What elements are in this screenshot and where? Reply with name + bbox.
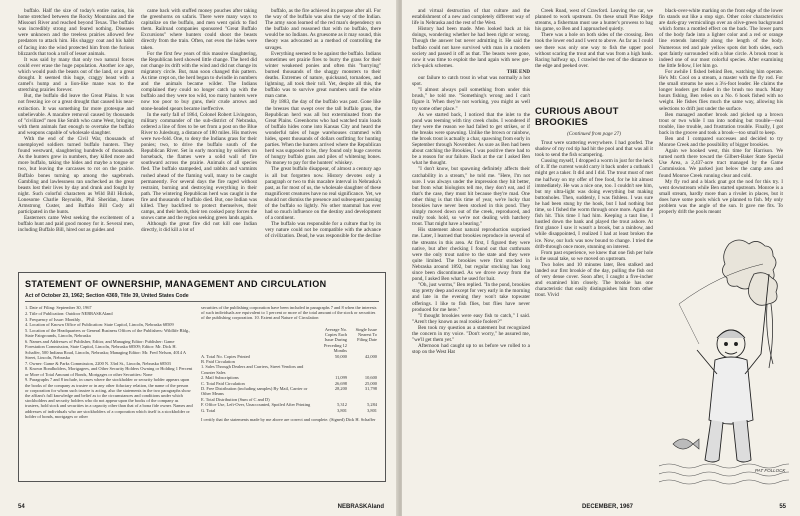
circulation-row-value [317, 364, 347, 375]
statement-of-ownership-box [18, 272, 386, 482]
folio-page-number-right: 55 [779, 504, 786, 510]
paragraph: For the first few years of this massive slaughtering, the Republican herd showed little change. The herd did not change its drift with the wind and did not change its migratory circle. But, man soon changed this pattern. As time crept on, the herd began to dwindle in numbers and the animals became wilder. The Indians complained they could no longer catch up with the buffalo and they were too wild, too many hunters were now too poor to buy guns, their crude arrows and stone-headed spears became ineffective. [141, 50, 257, 112]
statement-item: 2. Title of Publication: Outdoor NEBRASKAland [25, 310, 113, 316]
right-page-column-3 [659, 8, 783, 230]
statement-item: 4. Location of Known Office of Publication: State Capitol, Lincoln, Nebraska 68509 [25, 322, 174, 328]
statement-item: 5. Location of the Headquarters or General Business Offices of the Publishers: Wildlife Bldg., State Fairgrounds, Lincoln, Nebraska [25, 328, 191, 339]
circulation-row-label: E. Total Distribution (Sum of C and D) [201, 396, 270, 402]
circulation-row [201, 408, 377, 413]
paragraph: His statement about natural reproduction surprised me. Later, I learned that brookies reproduce in several of the streams in this area. At first, I figured they were native, but after checking I found out that cutthroats were the only trout native to the state and they were quite limited. The brookies were first stocked in Nebraska around 1892, but regular stocking has long since been discontinued. As we drove away from the pond, I asked Ben what he used for bait. [412, 227, 530, 283]
paragraph: The great buffalo disappear, of almost a century ago is all but forgotten now. History devotes only a paragraph or two to this macabre interval in Nebraska's past, as for most of us, the wholesale slaughter of these magnificent creatures have no real significance. Yet, we should not dismiss the presence and subsequent passing of the buffalo so lightly. No other mammal has ever had so much influence on the destiny and development of a continent. [265, 166, 381, 222]
circulation-row-label: C. Total Paid Circulation [201, 380, 245, 386]
paragraph: For awhile I fished behind Ben, watching him operate. He's Mr. Cool on a stream, a master with the fly rod. For the small streams he uses a 3¼-foot leader. He claims the longer leaders get fouled in the brush too much. Many hours fishing, Ben relies on a No. 6 hook fished with no weight. He fishes flies much the same way, allowing his selections to drift just under the surface. [659, 68, 783, 112]
statement-item: 9. Paragraphs 7 and 8 include, in cases where the stockholder or security holder appears upon the books of the company as trustee or in any other fiduciary relation, the name of the person or corporation for whom such trustee is acting, also the statements in the two paragraphs show the affiant's full knowledge and belief as to the circumstances and conditions under which stockholders and security holders who do not appear upon the books of the company as trustees, hold stock and securities in a capacity other than that of a bona fide owner. Names and addresses of individuals who are stockholders of a corporation which itself is a stockholder or holder of bonds, mortgages or other [25, 377, 193, 419]
paragraph: Cussing myself, I dropped a worm in just for the heck of it. If the current would carry it back under a cutbank I might get a taker. It did and I did. The trout must of met me halfway on my offer of free food, for he hit almost immediately. He was a nice one, too. I couldn't see him, but my ultra-light was doing everything but making buttonholes. Then, suddenly, I was fishless. I was sure he had been stung by the hook, but I had nothing but time, so I fished the worm through once more. Again the fish hit. This time I had him. Keeping a taut line, I hustled down the bank and played the trout ashore. At first glance I saw it wasn't a brook, but a rainbow, and while disappointed, I realized I had at least broken the ice. Now, our luck was now bound to change. I tried the drift-through once more, stunning on interest. [535, 158, 653, 250]
paragraph: Although the great fire did not kill one Indian directly, it did kill a lot of [141, 221, 257, 234]
circulation-row-label: 1. Sales Through Dealers and Carriers, Street Vendors and Counter Sales [201, 364, 304, 375]
left-page [0, 0, 398, 516]
circulation-row-value: 26,698 [334, 380, 347, 386]
circulation-row-value: 42,000 [364, 353, 377, 359]
left-page-column-1 [18, 8, 134, 270]
statement-circulation [201, 305, 377, 422]
circulation-row-value: 5,284 [367, 402, 377, 408]
paragraph: The buffalo was responsible for a culture that by its very nature could not be compatible with the advance of civilization. Dead, he was responsible for the decline [265, 221, 381, 240]
circulation-row [201, 364, 377, 375]
folio-page-number-left: 54 [18, 504, 25, 510]
article-continued-note: (Continued from page 27) [567, 131, 621, 137]
paragraph: Creek Road, west of Crawford. Leaving the car, we planned to work upstream. On these small Pine Ridge streams, a fisherman must use a hunter's prowess to bag his game, so Ben and I approached quietly. [535, 8, 653, 33]
circulation-col-head-avg: Average No. Copies Each Issue During Preceding 12 Months [323, 326, 347, 354]
circulation-row-label: A. Total No. Copies Printed [201, 353, 250, 359]
paragraph: It was said by many that only two natural forces could ever erase the huge population. Another ice age, which would push the beasts out of the land, or a great drought. It seemed this huge, craggy beast with a camel's hump and a lion-like mane was to the stretching prairies forever. [18, 56, 134, 94]
circulation-row-value: 31,798 [364, 386, 377, 392]
statement-item: 6. Names and Addresses of Publisher, Editor, and Managing Editor: Publisher: Game Forestation Commission, State Capitol, Lincoln, Nebraska 68509; Editor: Mr. Dick H. Schaffer, 500 Indiana Road, Lincoln, Nebraska; Managing Editor: Mr. Fred Nelson, 4014 A Street, Lincoln, Nebraska [25, 339, 186, 360]
paragraph: "I almost always pull something from under this brush," he told me. "Something's wrong and I can't figure it. When they're not working, you might as well try some other place." [412, 87, 530, 112]
paragraph: My fly rod and a black gnat got the nod for this try. I went downstream while Ben started upstream. Monroe is a small stream, hardly more than a rivulet in places, but it does have some pools which we planned to fish. My only problem was the angle of the sun. It gave me fits. To properly drift the pools meant [659, 178, 783, 216]
statement-item: 1. Date of Filing: September 30, 1967 [25, 305, 92, 310]
circulation-table [201, 327, 377, 414]
circulation-row [201, 386, 377, 397]
circulation-row-value: 11,099 [335, 375, 347, 381]
paragraph: "Oh, just worms," Ben replied. "In the pond, brookies stay pretty deep and except for very early in the morning and late in the evening they won't take topwater offerings. I like to fish flies, but flies have never produced for me here." [412, 282, 530, 313]
circulation-row-value: 5,312 [337, 402, 347, 408]
circulation-row-label: F. Office Use, Left-Over, Unaccounted, Spoiled After Printing [201, 402, 311, 408]
circulation-row-value: 3,801 [367, 407, 377, 413]
statement-act-line: Act of October 23, 1962; Section 4369, Title 39, United States Code [25, 293, 379, 302]
paragraph: and virtual destruction of that culture and the establishment of a new and completely different way of life in Nebraska and the rest of the West. [412, 8, 530, 27]
folio-issue-date: DECEMBER, 1967 [582, 504, 634, 510]
paragraph: buffalo. Half the size of today's entire nation, his home stretched between the Rocky Mountains and the Missouri River and reached beyond Texas. The buffalo was incredibly strong and feared nothing. Diseases were unknown and the treeless prairies allowed few predators to attack him. His shaggy coat and his habit of facing into the wind protected him from the furious blizzards that took a toll of lesser animals. [18, 8, 134, 57]
circulation-row-value: 10,600 [364, 375, 377, 381]
paragraph: black-over-white marking on the front edge of the lower fin stands out like a stop sign. Other color characteristics are dark-gray vermiculings over an olive-green background which forms a mottled effect on the back. The lower parts of the body fade into a lighter color and a red or orange line extends laterally along the length of the body. Numerous red and pale yellow spots dot both sides, each spot faintly surrounded with a blue circle. A brook trout is indeed one of our most colorful species. After examining the little fellow, I let him go. [659, 8, 783, 69]
circulation-row-value [347, 364, 377, 375]
paragraph: By 1883, the day of the buffalo was past. Gone like the breezes that swept over the tall buffalo grass, the Republican herd was all but exterminated from the Great Plains. Greenhorns who had watched train loads of buffalo hides come into Kansas City and heard the wonderful tales of huge warehouses crammed with hides, spent thousands of dollars outfitting for hunting parties. When the hunters arrived where the Republican herd was supposed to be, they found only huge caverns of hungry buffalo grass and piles of whitening bones. No money to pay for the hunters' whiskey. [265, 99, 381, 167]
right-page [402, 0, 800, 516]
article-title: CURIOUS ABOUT BROOKIES [535, 106, 619, 128]
paragraph: Afternoon had caught up to us before we rolled to a stop on the West Hat [412, 343, 530, 356]
circulation-row-value: 28,200 [334, 386, 347, 392]
cartoon-signature: PAT FOLLOCK [755, 468, 786, 473]
folio-magazine-name: NEBRASKAland [337, 504, 384, 510]
paragraph: Everything seemed to be against the buffalo. Indians sometimes set prairie fires to burry the grass for their winter weakened ponies and often this "hurrying" burned thousands of the shaggy monsters to their deaths. Extremes of nature, quicksand, tornadoes, and lightning, all took their toll. Yet, despite all this, the buffalo was to survive great numbers until the white man came. [265, 50, 381, 100]
paragraph: Easterners came West seeking the excitement of a buffalo hunt and paid good money for it. Several men, including Buffalo Bill, hired out as guides and [18, 215, 134, 234]
statement-title: STATEMENT OF OWNERSHIP, MANAGEMENT AND CIRCULATION [25, 279, 327, 289]
statement-item: 8. Known Bondholders, Mortgagees, and Other Security Holders Owning or Holding 1 Percent or More of Total Amount of Bonds, Mortgages or other Securities: None [25, 366, 193, 377]
circulation-row-label: D. Free Distribution (including samples) By Mail, Carrier or Other Means [201, 386, 308, 397]
paragraph: But, the buffalo did leave the Great Plains. It was not freezing ice or a great drought that caused his near-extinction. It was something far more grotesque and unbelievable. A macabre removal caused by thousands of "civilized" men like Smith who came West, bringing with them animals fast enough to overtake the buffalo and weapons capable of wholesale slaughter. [18, 93, 134, 136]
statement-items [25, 305, 193, 420]
circulation-row-label: B. Paid Circulation [201, 359, 235, 365]
statement-item: 3. Frequency of Issue: Monthly [25, 316, 81, 322]
paragraph: Trout were scattering everywhere. I had goofed. The shadow of my rod tip had hit the pool and that was all it took to send the fish scampering. [535, 140, 653, 159]
paragraph: our failure to catch trout in what was normally a hot spot. [412, 75, 530, 88]
right-page-column-2-top [535, 8, 653, 100]
paragraph: "I thought brookies were easy fish to catch," I said. "Aren't they known as real rookie foolers?" [412, 312, 530, 325]
circulation-col-head-single: Single Issue Nearest To Filing Date [355, 326, 377, 343]
circulation-row-value: 25,000 [364, 380, 377, 386]
paragraph: There was a hole on both sides of the crossing. Ben took the lower end and I went to above. As far as I could see there was only one way to fish the upper pool without scaring the trout and that was from a high bank. Racing halfway up, I crawled the rest of the distance to the edge and peeked over. [535, 32, 653, 69]
paragraph: Two holes and 10 minutes later, Ben stalked and landed our first brookie of the day, pulling the fish out of very dense cover. Soon after, I caught a five-incher and examined him closely. The brookie has one characteristic that easily distinguishes him from other trout. Vivid [535, 261, 653, 299]
paragraph: Ben and I compared successes and decided to try Monroe Creek and the possibility of bigger brookies. [659, 135, 783, 149]
paragraph: THE END [506, 68, 530, 75]
circulation-row-value: 3,801 [337, 407, 347, 413]
circulation-row-label: 2. Mail Subscriptions [201, 375, 239, 381]
circulation-row-value: 50,000 [334, 353, 347, 359]
statement-right-intro: securities of the publishing corporation have been included in paragraphs 7 and 8 when the interests of such individuals are equivalent to 1 percent or more of the total amount of the stock or securities of the publishing corporation. 10. Extent and Nature of Circulation [201, 305, 377, 321]
paragraph: From past experience, we knew that one fish per hole is the usual take, so we moved on upstream. [535, 249, 653, 262]
paragraph: "I don't know, but spawning definitely affects their catchability in a stream," he told me. "Here, I'm not sure. I was always under the impression they hit better, but from what biologists tell me, they don't eat, and if that's the case, they must hit because they're mad. One other thing is that this time of year, we're lucky that brookies have never been stocked in this pond. They simply moved down out of the creek, reproduced, and really took hold, so we're not dealing with hatchery trout. That might have a bearing." [412, 166, 530, 228]
paragraph: Ben managed another brook and picked up a brown trout or two while I ran into nothing but trouble—real trouble, line trouble, and frustration trouble. Finally, I got back in the groove and took a brook—too small to keep. [659, 111, 783, 136]
circulation-row-label: G. Total [201, 407, 216, 413]
paragraph: History had been made. Men looked back at his doings, wondering whether he had been right or wrong. Though the answer but never admitting it. He said the buffalo could not have survived with man in a modern society and passed it off as that. The beasts were gone, now it was time to exploit the land again with new get-rich-quick schemes. [412, 26, 530, 69]
paragraph: As we started back, I noticed that the inlet to the pond was teeming with tiny creek chubs. I wondered if they were the reason we had failed to get strikes, or if the breaks were spawning. Unlike the brown or rainbow, the brook trout is actually a char, spawning from early in September through November. As sure as Ben had been about catching the Brookies, I was positive there had to be a reason for our failure. Back at the car I asked Ben what he thought. [412, 111, 530, 167]
statement-item: 7. Owner: Game & Parks Commission, 2200 N. 33rd St., Lincoln, Nebraska 68503 [25, 360, 171, 366]
left-page-column-3 [265, 8, 381, 270]
paragraph: Ben took my question as a statement but recognized the concern in my voice. "Don't worry," he assured me, "we'll get them yet." [412, 324, 530, 344]
paragraph: buffalo, as the fire achieved its purpose after all. For the way of the buffalo was also the way of the Indian. The army soon learned of the red man's dependency on the buffalo and reasoned that with no buffalo, there would be no Indians. As gruesome as it may sound, this theory was advocated as a method of controlling the savages. [265, 8, 381, 51]
fishing-cartoon-illustration [659, 234, 789, 496]
statement-signature: I certify that the statements made by me above are correct and complete. (Signed) Dick H. Schaffer [201, 417, 376, 423]
paragraph: In the early fall of 1864, Colonel Robert Livingston, military commander of the sub-district of Nebraska, ordered a line of fires to be set from a post on the Blue River to Julesburg, a distance of 180 miles. His motives were two-fold. One, to deny the Indians grass for their ponies; two, to drive the buffalo south of the Republican River. Set in early morning by soldiers on horseback, the flames were a solid wall of fire southward across the prairie. Animals of all species fled. The buffalo stampeded, and rabbits and varmints rushed ahead of the flaming wall, many to be caught permanently. For several days the fire raged without restraint, burning and destroying everything in their path. The wintering Republican herd was caught in the fire and thousands of buffalo died. But, one Indian was killed. They backfired to protect themselves, their camps, and their herds, their ten cooked pony forces the snows came and the region seeking green lands again. [141, 111, 257, 222]
right-page-column-2-bottom [535, 140, 653, 490]
paragraph: With the end of the Civil War, thousands of unemployed soldiers turned buffalo hunters. They found westward, slaughtering hundreds of thousands. As the hunters grew in numbers, they killed more and more buffalo, taking the hides and maybe a tongue or two, but leaving the carcasses to rot on the prairie. Buffalo bones turning up among the sagebrush. Gambling and lawlessness ran unchecked as the great beasts lost their lives by day and drunk and fought by night. Such colorful characters as Wild Bill Hickok, Lonesome Charlie Reynolds, Phil Sheridan, James Armstrong Custer, and Buffalo Bill Cody all participated in the hunts. [18, 135, 134, 216]
right-page-column-1 [412, 8, 530, 498]
paragraph: came back with stuffed money pouches after taking the greenhorns on safaris. There were many ways to capitalize on the buffalo, and men went quick to find them. Railroad companies sponsored "Great Buffalo Excursions" where hunters could shoot the beasts directly from the train. Often, not even the hides were taken. [141, 8, 257, 51]
left-page-column-2 [141, 8, 257, 270]
paragraph: Again we hooked west, this time for Harrison. We turned north there toward the Gilbert-Baker State Special Use Area, a 2,437-acre tract managed by the Game Commission. We parked just below the camp area and found Monroe Creek running clear and cold. [659, 148, 783, 179]
